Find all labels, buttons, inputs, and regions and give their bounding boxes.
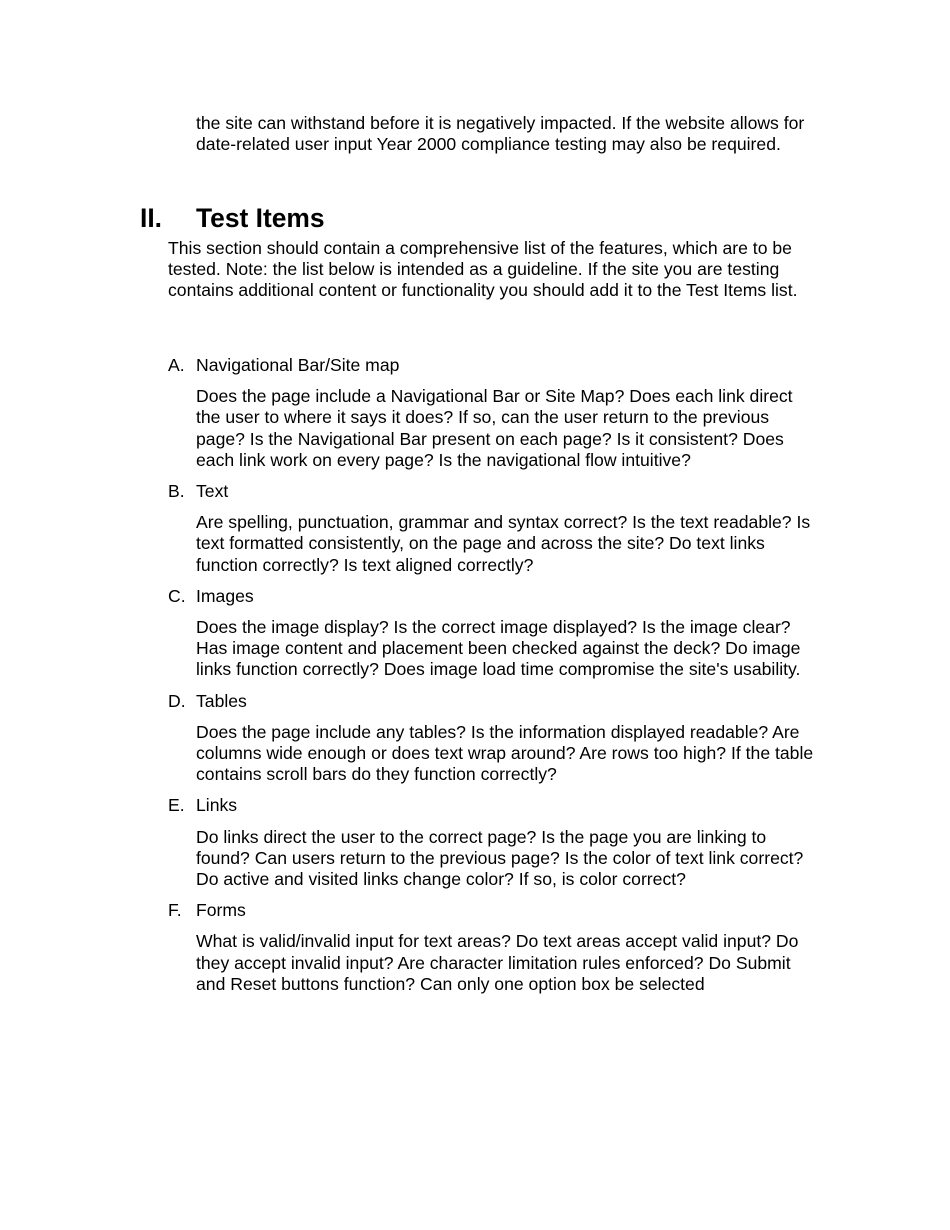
item-title-text: Images	[196, 585, 254, 606]
item-letter: F.	[168, 900, 182, 921]
section-heading	[140, 203, 325, 233]
item-body: Does the page include a Navigational Bar or Site Map? Does each link direct the user to where it says it does? If so, can the user return to the previous page? Is the Navigational Bar present on each page? Is it consistent? Does each link work on every page? Is the navigational flow intuitive?	[196, 386, 793, 470]
list-item	[168, 481, 828, 576]
item-title	[168, 481, 828, 502]
item-letter: D.	[168, 690, 186, 711]
list-item	[168, 586, 828, 681]
list-item	[168, 795, 828, 890]
item-body: Do links direct the user to the correct page? Is the page you are linking to found? Can users return to the previous page? Is the color of text link correct? Do active and visited links change color? If so, is color correct?	[196, 826, 804, 890]
section-number: II.	[140, 203, 162, 233]
item-body: Are spelling, punctuation, grammar and syntax correct? Is the text readable? Is text formatted consistently, on the page and across the site? Do text links function correctly? Is text aligned correctly?	[196, 512, 811, 575]
item-title-text: Text	[196, 481, 229, 502]
item-title	[168, 355, 828, 376]
intro-continuation-paragraph: the site can withstand before it is negatively impacted. If the website allows for date-related user input Year 2000 compliance testing may also be required.	[196, 113, 805, 155]
list-item	[168, 355, 828, 471]
item-title	[168, 691, 828, 712]
section-title: Test Items	[196, 203, 325, 233]
item-title	[168, 586, 828, 607]
item-body: Does the page include any tables? Is the information displayed readable? Are columns wide enough or does text wrap around? Are rows too high? If the table contains scroll bars do they function correctly?	[196, 721, 814, 785]
item-letter: E.	[168, 795, 185, 816]
item-letter: A.	[168, 355, 185, 375]
item-letter: B.	[168, 481, 185, 502]
list-item	[168, 691, 828, 786]
item-title	[168, 900, 828, 921]
item-body: Does the image display? Is the correct image displayed? Is the image clear? Has image content and placement been checked against the deck? Do image links function correctly? Does image load time compromise the site's usability.	[196, 617, 801, 680]
item-letter: C.	[168, 585, 186, 606]
test-items-list	[168, 355, 828, 1005]
item-title-text: Navigational Bar/Site map	[196, 355, 400, 375]
list-item	[168, 900, 828, 995]
section-intro-paragraph: This section should contain a comprehensive list of the features, which are to be tested. Note: the list below is intended as a guideline. If the site you are testing contains additional content or functionality you should add it to the Test Items list.	[168, 238, 798, 301]
item-title	[168, 795, 828, 816]
item-title-text: Links	[196, 795, 238, 816]
item-title-text: Tables	[196, 690, 247, 711]
item-body: What is valid/invalid input for text areas? Do text areas accept valid input? Do they accept invalid input? Are character limitation rules enforced? Do Submit and Reset buttons function? Can only one option box be selected	[196, 931, 799, 994]
item-title-text: Forms	[196, 900, 246, 921]
